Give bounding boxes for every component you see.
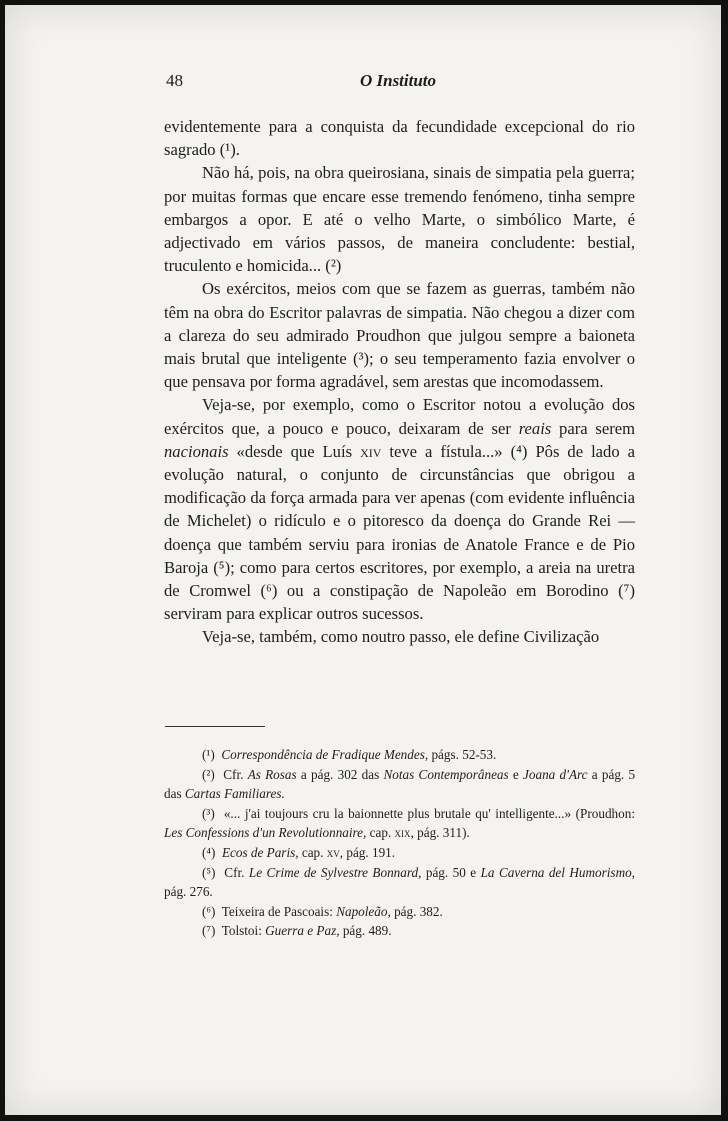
italic-word: reais: [518, 418, 552, 438]
paragraph: Veja-se, também, como noutro passo, ele define Civilização: [202, 627, 600, 647]
paragraph: Veja-se, por exemplo, como o Escritor notou a evolução dos exércitos que, a pouco e pouco, deixaram de ser reais para serem nacionais «desde que Luís xiv teve a fístula...» (⁴) Pôs de lado a evolução natural, o conjunto de circunstâncias que obrigou a modificação da força armada para ver apenas (com evidente influência de Michelet) o ridículo e o pitoresco da doença do Grande Rei — doença que também serviu para ironias de Anatole France e de Pio Baroja (⁵); como para certos escritores, por exemplo, a areia na uretra de Cromwel (⁶) ou a constipação de Napoleão em Borodino (⁷) serviram para explicar outros sucessos.: [164, 395, 636, 624]
book-page: [5, 5, 721, 1115]
footnote: (⁶) Teixeira de Pascoais: Napoleão, pág. 382.: [202, 903, 443, 919]
paragraph: Os exércitos, meios com que se fazem as guerras, também não têm na obra do Escritor palavras de simpatia. Não chegou a dizer com a clareza do seu admirado Proudhon que julgou sempre a baioneta mais brutal que inteligente (³); o seu temperamento fazia envolver o que pensava por forma agradável, sem arestas que incomodassem.: [164, 279, 635, 392]
footnote: (⁵) Cfr. Le Crime de Sylvestre Bonnard, pág. 50 e La Caverna del Humorismo, pág. 276.: [164, 864, 635, 900]
footnote-ref: (¹): [219, 140, 236, 160]
footnote: (⁴) Ecos de Paris, cap. xv, pág. 191.: [202, 844, 396, 860]
paragraph: Não há, pois, na obra queirosiana, sinais de simpatia pela guerra; por muitas formas que encare esse tremendo fenómeno, tinha sempre embargos a opor. E até o velho Marte, o simbólico Marte, é adjectivado em vários passos, de maneira concludente: bestial, truculento e homicida... (²): [164, 163, 635, 276]
footnote-ref: (⁴): [510, 441, 528, 461]
footnote-ref: (³): [353, 349, 370, 369]
roman-numeral: xiv: [360, 441, 382, 461]
page-number: 48: [166, 71, 183, 90]
running-header: [161, 71, 635, 93]
footnote-divider: [165, 726, 265, 727]
footnote-ref: (⁵): [213, 557, 231, 577]
footnote: (¹) Correspondência de Fradique Mendes, págs. 52-53.: [202, 747, 497, 762]
footnote-ref: (²): [325, 256, 342, 276]
main-text: [164, 115, 635, 649]
footnote: (⁷) Tolstoi: Guerra e Paz, pág. 489.: [202, 923, 392, 939]
running-title: O Instituto: [359, 71, 437, 90]
footnote: (³) «... j'ai toujours cru la baionnette plus brutale qu' intelligente...» (Proudhon: Les Confessions d'un Revolutionnaire, cap. xix, pág. 311).: [164, 805, 635, 841]
footnote: (²) Cfr. As Rosas a pág. 302 das Notas Contemporâneas e Joana d'Arc a pág. 5 das Cartas Familiares.: [164, 766, 636, 802]
footnote-ref: (⁷): [618, 581, 635, 601]
footnotes: [164, 745, 635, 941]
paragraph: evidentemente para a conquista da fecundidade excepcional do rio sagrado (¹).: [164, 117, 635, 160]
footnote-ref: (⁶): [260, 581, 278, 601]
italic-word: nacionais: [164, 441, 229, 461]
